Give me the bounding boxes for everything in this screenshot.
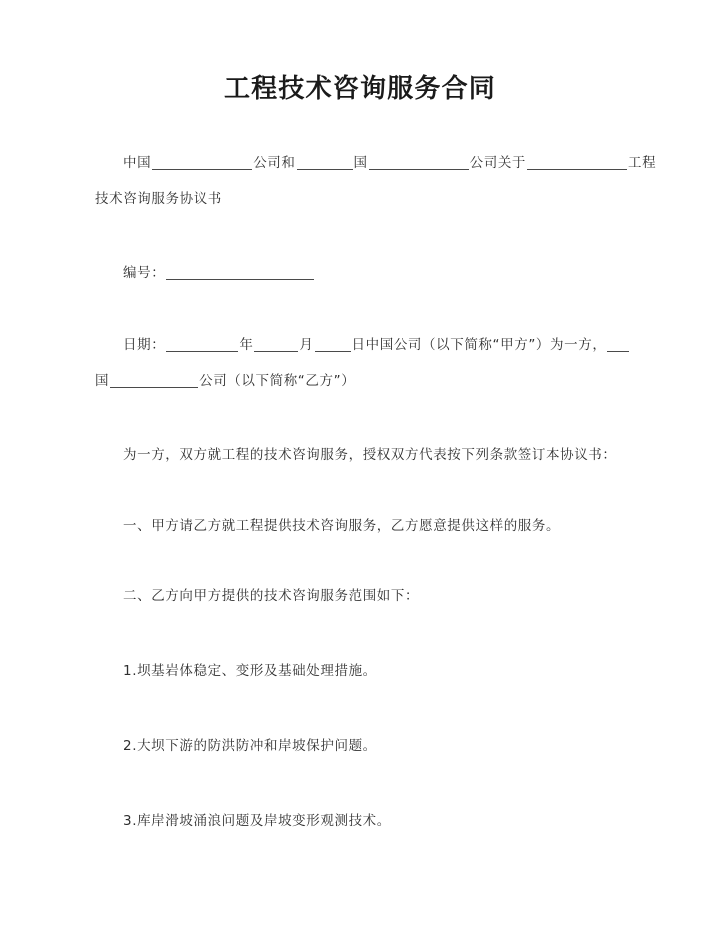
blank-company-a[interactable] — [152, 155, 252, 170]
heading-text-china: 中国 — [123, 155, 152, 171]
scope-item-1: 1.坝基岩体稳定、变形及基础处理措施。 — [123, 663, 377, 679]
date-label: 日期： — [123, 337, 166, 353]
blank-country[interactable] — [297, 155, 353, 170]
heading-paragraph — [95, 145, 657, 182]
date-line2-country: 国 — [95, 373, 110, 389]
date-line2-company: 公司（以下简称“乙方”） — [199, 373, 356, 389]
blank-year[interactable] — [166, 337, 238, 352]
serial-number-blank[interactable] — [166, 265, 314, 280]
blank-day[interactable] — [315, 337, 351, 352]
date-line-1-inner — [95, 327, 628, 364]
clause-2: 二、乙方向甲方提供的技术咨询服务范围如下： — [123, 588, 420, 604]
heading-text-country: 国 — [353, 155, 368, 171]
heading-paragraph-line-1 — [95, 145, 657, 182]
blank-project[interactable] — [527, 155, 627, 170]
date-paragraph-line-1 — [95, 327, 628, 364]
clause-1: 一、甲方请乙方就工程提供技术咨询服务，乙方愿意提供这样的服务。 — [123, 518, 561, 534]
blank-party-b-country[interactable] — [607, 337, 629, 352]
intro-paragraph: 为一方，双方就工程的技术咨询服务，授权双方代表按下列条款签订本协议书： — [123, 447, 617, 463]
blank-party-b-company[interactable] — [110, 373, 198, 388]
heading-text-project: 工程 — [628, 155, 657, 171]
heading-paragraph-line-2: 技术咨询服务协议书 — [95, 191, 222, 207]
heading-text-company-about: 公司关于 — [469, 155, 527, 171]
serial-number-row — [95, 255, 628, 292]
blank-company-b[interactable] — [369, 155, 469, 170]
blank-month[interactable] — [254, 337, 298, 352]
scope-item-2: 2.大坝下游的防洪防冲和岸坡保护问题。 — [123, 738, 377, 754]
date-year-text: 年 — [239, 337, 254, 353]
date-month-text: 月 — [299, 337, 314, 353]
heading-text-company-and: 公司和 — [253, 155, 296, 171]
scope-item-3: 3.库岸滑坡涌浪问题及岸坡变形观测技术。 — [123, 813, 391, 829]
date-paragraph-line-2 — [95, 363, 628, 400]
date-day-text: 日中国公司（以下简称“甲方”）为一方， — [351, 337, 607, 353]
serial-number-label: 编号： — [123, 265, 166, 281]
document-title: 工程技术咨询服务合同 — [223, 74, 496, 104]
